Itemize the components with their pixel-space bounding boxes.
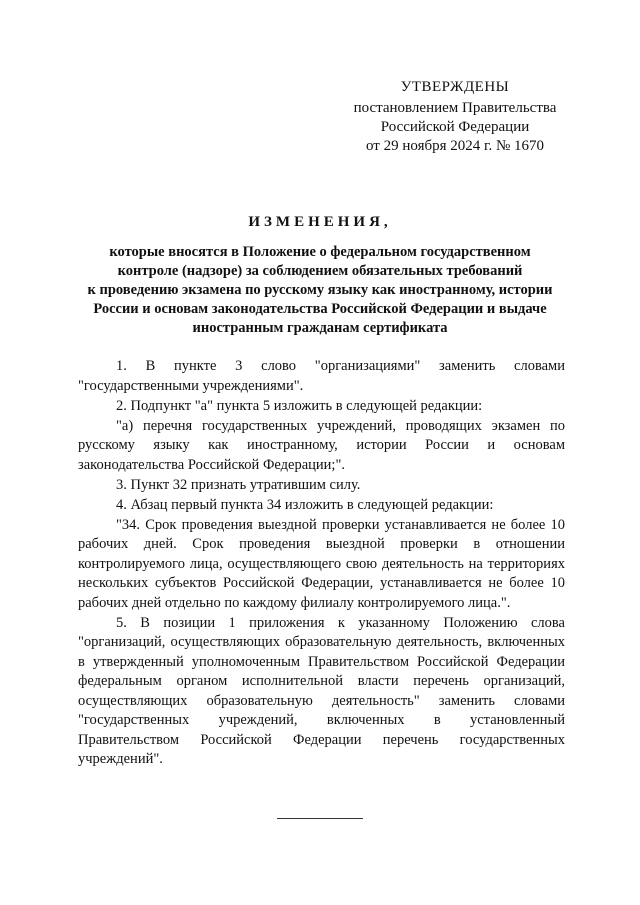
subtitle-line: иностранным гражданам сертификата	[192, 320, 448, 336]
document-subtitle	[70, 243, 570, 338]
paragraph-quoted-text: "34. Срок проведения выездной проверки устанавливается не более 10 рабочих дней. Срок проведения выездной проверки в отношении контролируемого лица, осуществляющего свою деятельность на территориях нескольких субъектов Российской Федерации, устанавливается не более 10 рабочих дней отдельно по каждому филиалу контролируемого лица.".	[78, 516, 565, 611]
approval-stamp	[330, 78, 580, 156]
paragraph-item-2: 2. Подпункт "а" пункта 5 изложить в следующей редакции:	[116, 397, 483, 414]
paragraph-item-4: 4. Абзац первый пункта 34 изложить в следующей редакции:	[116, 496, 494, 513]
subtitle-line: к проведению экзамена по русскому языку как иностранному, истории	[87, 282, 553, 298]
paragraph-item-1: 1. В пункте 3 слово "организациями" заменить словами "государственными учреждениями".	[78, 358, 565, 394]
paragraph-quoted-text: "а) перечня государственных учреждений, проводящих экзамен по русскому языку как иностранному, истории России и основам законодательства Российской Федерации;".	[78, 417, 565, 473]
approval-title: УТВЕРЖДЕНЫ	[400, 79, 510, 95]
end-divider	[277, 818, 363, 819]
approval-line: постановлением Правительства	[353, 100, 557, 116]
subtitle-line: России и основам законодательства Российской Федерации и выдаче	[93, 301, 547, 317]
approval-date-line: от 29 ноября 2024 г. № 1670	[365, 138, 545, 154]
document-body	[78, 357, 565, 770]
approval-line: Российской Федерации	[380, 119, 530, 135]
subtitle-line: контроле (надзоре) за соблюдением обязательных требований	[117, 263, 523, 279]
paragraph-item-3: 3. Пункт 32 признать утратившим силу.	[116, 476, 361, 493]
document-title: ИЗМЕНЕНИЯ,	[248, 214, 392, 230]
paragraph-item-5: 5. В позиции 1 приложения к указанному Положению слова "организаций, осуществляющих образовательную деятельность, включенных в утвержденный уполномоченным Правительством Российской Федерации федеральным органом исполнительной власти перечень организаций, осуществляющих образовательную деятельность" заменить словами "государственных учреждений, включенных в установленный Правительством Российской Федерации перечень государственных учреждений".	[78, 614, 565, 767]
subtitle-line: которые вносятся в Положение о федеральном государственном	[109, 244, 531, 260]
